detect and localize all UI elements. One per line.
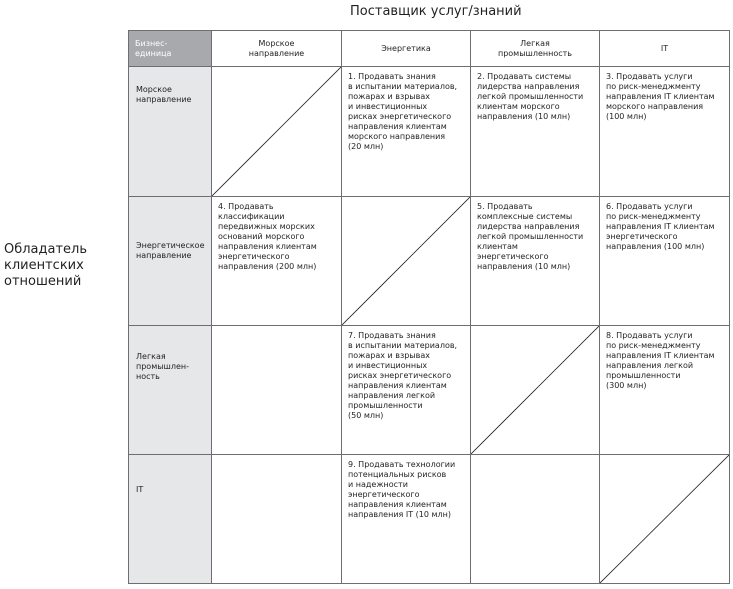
diagonal-line [212,67,341,196]
column-header-energy: Энергетика [342,31,471,67]
cell-light-industry-it: 8. Продавать услуги по риск-менеджменту направления IT клиентам направления легкой промышленности (300 млн) [600,326,730,455]
supplier-axis-title: Поставщик услуг/знаний [350,4,522,19]
cell-marine-energy: 1. Продавать знания в испытании материалов, пожарах и взрывах и инвестиционных рисках энергетического направления клиентам морского направления (20 млн) [342,67,471,197]
cell-energy-it: 6. Продавать услуги по риск-менеджменту направления IT клиентам энергетического направления (100 млн) [600,197,730,326]
cross-selling-matrix [128,30,730,584]
cell-it-marine [212,455,342,584]
row-header-marine: Морское направление [129,67,212,197]
column-header-light-industry: Легкая промышленность [471,31,600,67]
diagonal-line [342,197,470,325]
cell-marine-marine [212,67,342,197]
column-header-marine: Морское направление [212,31,342,67]
cell-marine-it: 3. Продавать услуги по риск-менеджменту направления IT клиентам морского направления (100 млн) [600,67,730,197]
diagonal-line [471,326,599,454]
cell-light-industry-energy: 7. Продавать знания в испытании материалов, пожарах и взрывах и инвестиционных рисках энергетического направления клиентам направления легкой промышленности (50 млн) [342,326,471,455]
cell-light-industry-marine [212,326,342,455]
column-header-it: IT [600,31,730,67]
cell-marine-light-industry: 2. Продавать системы лидерства направления легкой промышленности клиентам морского направления (10 млн) [471,67,600,197]
cell-it-light-industry [471,455,600,584]
matrix-corner-header: Бизнес- единица [129,31,212,67]
row-header-it: IT [129,455,212,584]
cell-light-industry-light-industry [471,326,600,455]
owner-axis-title: Обладатель клиентских отношений [4,242,88,289]
cell-it-it [600,455,730,584]
row-header-energy: Энергетическое направление [129,197,212,326]
cell-energy-light-industry: 5. Продавать комплексные системы лидерства направления легкой промышленности клиентам энергетического направления (10 млн) [471,197,600,326]
cell-energy-marine: 4. Продавать классификации передвижных морских оснований морского направления клиентам энергетического направления (200 млн) [212,197,342,326]
cell-energy-energy [342,197,471,326]
cell-it-energy: 9. Продавать технологии потенциальных рисков и надежности энергетического направления клиентам направления IT (10 млн) [342,455,471,584]
row-header-light-industry: Легкая промышлен- ность [129,326,212,455]
diagonal-line [600,455,729,583]
